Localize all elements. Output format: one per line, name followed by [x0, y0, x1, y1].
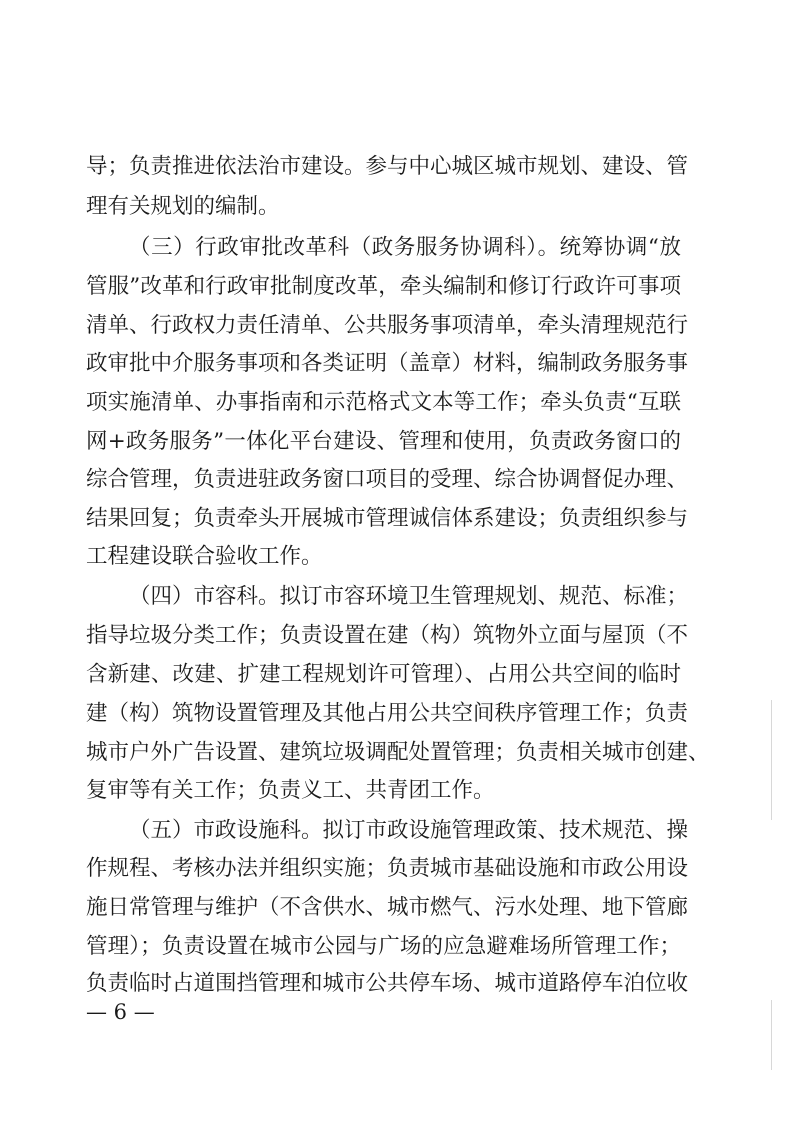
- text-line: 工程建设联合验收工作。: [86, 544, 323, 569]
- text-line: 政审批中介服务事项和各类证明（盖章）材料，编制政务服务事: [86, 351, 689, 376]
- text-line: 作规程、考核办法并组织实施；负责城市基础设施和市政公用设: [86, 856, 689, 881]
- text-line: 项实施清单、办事指南和示范格式文本等工作；牵头负责“互联: [86, 390, 681, 415]
- page-number: — 6 —: [86, 1000, 155, 1024]
- text-line: 负责临时占道围挡管理和城市公共停车场、城市道路停车泊位收: [86, 971, 689, 996]
- text-line: 网+政务服务”一体化平台建设、管理和使用，负责政务窗口的: [86, 429, 681, 454]
- text-line: 城市户外广告设置、建筑垃圾调配处置管理；负责相关城市创建、: [86, 740, 710, 765]
- section-heading-line: （四）市容科。拟订市容环境卫生管理规划、规范、标准；: [129, 584, 689, 609]
- text-line: 复审等有关工作；负责义工、共青团工作。: [86, 778, 495, 803]
- section-heading-line: （五）市政设施科。拟订市政设施管理政策、技术规范、操: [129, 818, 689, 843]
- text-line: 管理）；负责设置在城市公园与广场的应急避难场所管理工作；: [86, 934, 681, 959]
- text-line: 施日常管理与维护（不含供水、城市燃气、污水处理、地下管廊: [86, 895, 689, 920]
- scan-edge-mark: [771, 1000, 772, 1070]
- text-line: 综合管理，负责进驻政务窗口项目的受理、综合协调督促办理、: [86, 467, 689, 492]
- text-line: 管服”改革和行政审批制度改革，牵头编制和修订行政许可事项: [86, 274, 681, 299]
- scan-edge-mark: [771, 700, 772, 820]
- text-line: 结果回复；负责牵头开展城市管理诚信体系建设；负责组织参与: [86, 506, 689, 531]
- text-line: 含新建、改建、扩建工程规划许可管理）、占用公共空间的临时: [86, 662, 681, 687]
- text-line: 导；负责推进依法治市建设。参与中心城区城市规划、建设、管: [86, 154, 689, 179]
- section-heading-line: （三）行政审批改革科（政务服务协调科）。统筹协调“放: [129, 235, 681, 260]
- text-line: 指导垃圾分类工作；负责设置在建（构）筑物外立面与屋顶（不: [86, 623, 689, 648]
- text-line: 清单、行政权力责任清单、公共服务事项清单，牵头清理规范行: [86, 313, 689, 338]
- text-line: 理有关规划的编制。: [86, 194, 280, 219]
- text-line: 建（构）筑物设置管理及其他占用公共空间秩序管理工作；负责: [86, 701, 689, 726]
